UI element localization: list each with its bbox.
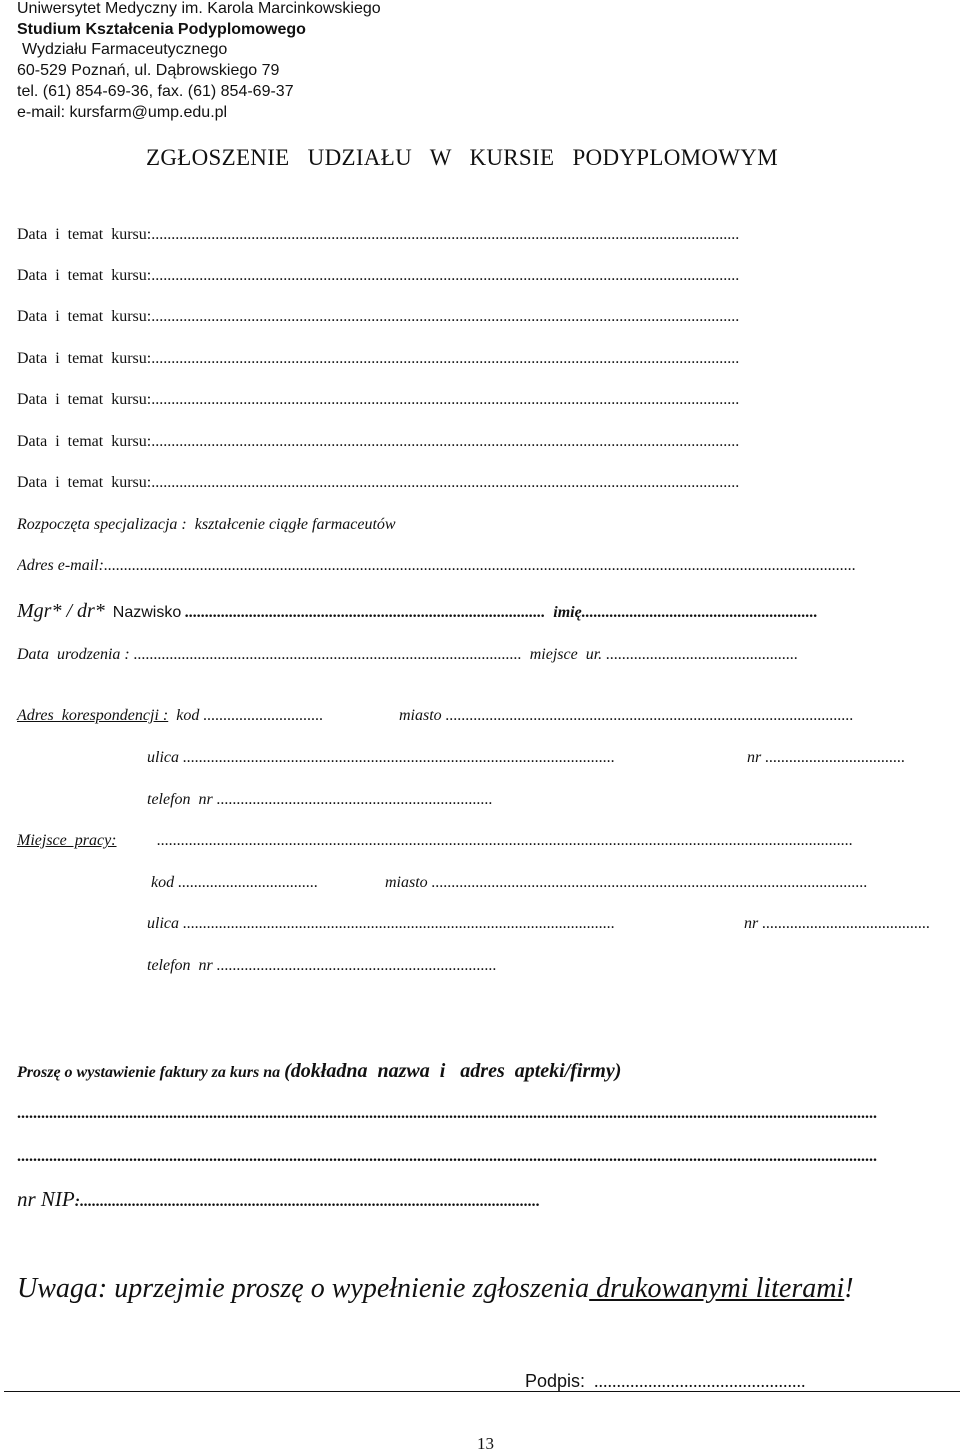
course-row[interactable]: Data i temat kursu:................................................................................................................................................... [17,226,740,243]
correspondence-ulica-field[interactable]: ............................................................................................................ [183,749,615,766]
course-row[interactable]: Data i temat kursu:................................................................................................................................................... [17,391,740,408]
header-email: e-mail: kursfarm@ump.edu.pl [17,104,228,121]
invoice-label-row [17,1060,621,1083]
birth-place-label: miejsce ur. [529,646,603,663]
correspondence-nr-row [747,749,952,767]
correspondence-kod-field[interactable]: .............................. [203,707,324,724]
notice-prefix: Uwaga: uprzejmie proszę o wypełnienie zgłoszenia [17,1273,590,1304]
correspondence-miasto-field[interactable]: ...................................................................................................... [445,707,854,724]
course-row[interactable]: Data i temat kursu:................................................................................................................................................... [17,433,740,450]
email-field[interactable]: ............................................................................................................................................................................................ [103,557,856,574]
correspondence-street-row [147,749,737,767]
birth-place-field[interactable]: ................................................ [606,646,799,663]
correspondence-miasto-label: miasto [399,707,442,724]
signature-label: Podpis: [525,1371,586,1391]
correspondence-ulica-label: ulica [147,749,179,766]
surname-label: Nazwisko [112,604,182,621]
footer-rule [4,1391,960,1392]
invoice-line-2[interactable]: ....................................................................................................................................................................................................................... [17,1148,877,1165]
invoice-label: Proszę o wystawienie faktury za kurs na [17,1064,281,1081]
workplace-name-field[interactable]: .............................................................................................................................................................................. [157,832,853,849]
name-row [17,600,952,623]
surname-field[interactable]: .......................................................................................... [185,604,546,621]
birth-row [17,646,798,664]
form-title: ZGŁOSZENIE UDZIAŁU W KURSIE PODYPLOMOWYM [146,145,778,170]
email-row[interactable] [17,557,952,575]
workplace-kod-label: kod [151,874,175,891]
workplace-nr-field[interactable]: .......................................... [762,915,931,932]
degree-label: Mgr* / dr* [17,600,105,622]
workplace-street-row [147,915,732,933]
workplace-miasto-label: miasto [385,874,428,891]
header-faculty: Wydziału Farmaceutycznego [22,41,228,58]
correspondence-kod-label: kod [176,707,200,724]
correspondence-row [17,707,323,725]
workplace-nr-label: nr [744,915,759,932]
signature-field[interactable]: ............................................... [594,1371,806,1391]
header-phone: tel. (61) 854-69-36, fax. (61) 854-69-37 [17,83,294,100]
nip-label: nr NIP [17,1187,75,1211]
nip-row [17,1187,540,1212]
birth-date-label: Data urodzenia : [17,646,130,663]
workplace-telefon-label: telefon nr [147,957,213,974]
workplace-miasto-field[interactable]: ............................................................................................................. [431,874,868,891]
header-study: Studium Kształcenia Podyplomowego [17,21,306,38]
birth-date-field[interactable]: ................................................................................................. [133,646,522,663]
notice-underlined: drukowanymi literami [589,1273,845,1304]
correspondence-telefon-field[interactable]: ..................................................................... [216,791,493,808]
course-row[interactable]: Data i temat kursu:................................................................................................................................................... [17,474,740,491]
workplace-nr-row [744,915,952,933]
signature-row [525,1371,806,1392]
correspondence-city-row [399,707,952,725]
course-row[interactable]: Data i temat kursu:................................................................................................................................................... [17,308,740,325]
specialization-text: Rozpoczęta specjalizacja : kształcenie ciągłe farmaceutów [17,516,396,533]
page-number: 13 [477,1434,494,1453]
workplace-ulica-label: ulica [147,915,179,932]
workplace-kod-field[interactable]: ................................... [178,874,319,891]
correspondence-nr-field[interactable]: ................................... [765,749,906,766]
notice-suffix: ! [844,1273,854,1304]
course-row[interactable]: Data i temat kursu:................................................................................................................................................... [17,267,740,284]
workplace-ulica-field[interactable]: ............................................................................................................ [183,915,615,932]
workplace-label: Miejsce pracy: [17,832,117,849]
nip-field[interactable]: :................................................................................................................... [74,1193,541,1210]
workplace-kod-row [151,874,318,892]
correspondence-label: Adres korespondencji : [17,707,169,724]
correspondence-telefon-label: telefon nr [147,791,213,808]
header-address: 60-529 Poznań, ul. Dąbrowskiego 79 [17,62,280,79]
first-name-field[interactable]: ........................................................... [581,604,818,621]
invoice-label-paren: (dokładna nazwa i adres apteki/firmy) [284,1060,622,1082]
notice-text [17,1273,854,1305]
header-university: Uniwersytet Medyczny im. Karola Marcinkowskiego [17,0,381,17]
correspondence-nr-label: nr [747,749,762,766]
invoice-line-1[interactable]: ....................................................................................................................................................................................................................... [17,1105,877,1122]
course-row[interactable]: Data i temat kursu:................................................................................................................................................... [17,350,740,367]
workplace-telefon-field[interactable]: ...................................................................... [216,957,497,974]
workplace-phone-row [147,957,497,975]
first-name-label: imię [553,604,582,621]
workplace-city-row [385,874,952,892]
email-label: Adres e-mail: [17,557,104,574]
correspondence-phone-row [147,791,493,809]
